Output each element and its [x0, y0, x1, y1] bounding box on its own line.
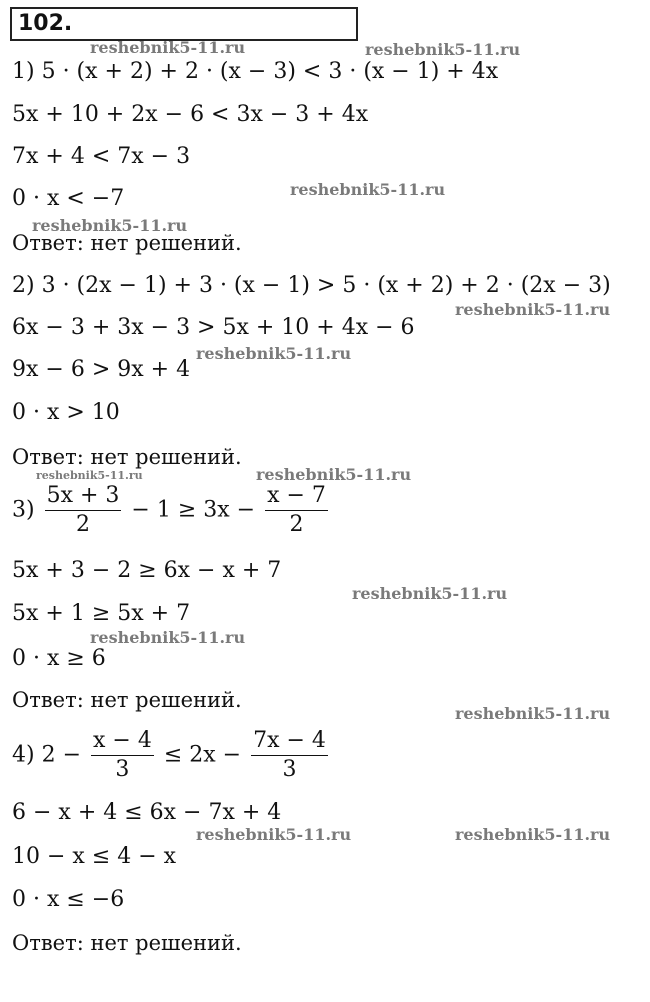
part4-line4: 0 · x ≤ −6	[12, 887, 125, 912]
part4-fraction2-numerator: 7x − 4	[253, 728, 326, 753]
problem-number-box	[10, 7, 358, 41]
part4-fraction2-denominator: 3	[251, 755, 328, 784]
part1-line3: 7x + 4 < 7x − 3	[12, 144, 191, 169]
watermark: reshebnik5-11.ru	[455, 825, 611, 844]
watermark: reshebnik5-11.ru	[455, 300, 611, 319]
part3-middle: − 1 ≥ 3x −	[131, 497, 256, 523]
watermark: reshebnik5-11.ru	[196, 344, 352, 363]
part4-line2: 6 − x + 4 ≤ 6x − 7x + 4	[12, 800, 282, 825]
part3-fraction2	[265, 482, 328, 539]
part4-fraction2	[251, 727, 328, 784]
watermark: reshebnik5-11.ru	[455, 704, 611, 723]
part3-fraction2-numerator: x − 7	[267, 483, 326, 508]
watermark: reshebnik5-11.ru	[352, 584, 508, 603]
part3-line1	[12, 482, 331, 539]
watermark: reshebnik5-11.ru	[90, 628, 246, 647]
part3-prefix: 3)	[12, 497, 35, 523]
part4-line1	[12, 727, 331, 784]
part4-fraction1	[91, 727, 154, 784]
watermark: reshebnik5-11.ru	[32, 216, 188, 235]
watermark: reshebnik5-11.ru	[290, 180, 446, 199]
part3-fraction1-denominator: 2	[45, 510, 122, 539]
part3-line3: 5x + 1 ≥ 5x + 7	[12, 601, 191, 626]
watermark: reshebnik5-11.ru	[36, 469, 143, 482]
watermark: reshebnik5-11.ru	[365, 40, 521, 59]
part3-answer: Ответ: нет решений.	[12, 688, 242, 712]
part4-line3: 10 − x ≤ 4 − x	[12, 844, 177, 869]
part1-line1: 1) 5 · (x + 2) + 2 · (x − 3) < 3 · (x − 1) + 4x	[12, 59, 499, 84]
watermark: reshebnik5-11.ru	[90, 38, 246, 57]
part1-line2: 5x + 10 + 2x − 6 < 3x − 3 + 4x	[12, 102, 369, 127]
part4-prefix: 4) 2 −	[12, 742, 81, 768]
part2-answer: Ответ: нет решений.	[12, 445, 242, 469]
part2-line4: 0 · x > 10	[12, 400, 120, 425]
problem-number: 102.	[18, 11, 73, 36]
watermark: reshebnik5-11.ru	[256, 465, 412, 484]
part2-line2: 6x − 3 + 3x − 3 > 5x + 10 + 4x − 6	[12, 315, 415, 340]
part3-fraction2-denominator: 2	[265, 510, 328, 539]
watermark: reshebnik5-11.ru	[196, 825, 352, 844]
part2-line3: 9x − 6 > 9x + 4	[12, 357, 191, 382]
part4-fraction1-denominator: 3	[91, 755, 154, 784]
part4-fraction1-numerator: x − 4	[93, 728, 152, 753]
part3-line4: 0 · x ≥ 6	[12, 646, 106, 671]
part3-fraction1-numerator: 5x + 3	[46, 483, 120, 508]
part4-answer: Ответ: нет решений.	[12, 931, 242, 955]
part2-line1: 2) 3 · (2x − 1) + 3 · (x − 1) > 5 · (x + 2) + 2 · (2x − 3)	[12, 273, 611, 298]
part3-line2: 5x + 3 − 2 ≥ 6x − x + 7	[12, 558, 282, 583]
part1-answer: Ответ: нет решений.	[12, 231, 242, 255]
part1-line4: 0 · x < −7	[12, 186, 125, 211]
part4-middle: ≤ 2x −	[163, 742, 242, 768]
part3-fraction1	[45, 482, 122, 539]
